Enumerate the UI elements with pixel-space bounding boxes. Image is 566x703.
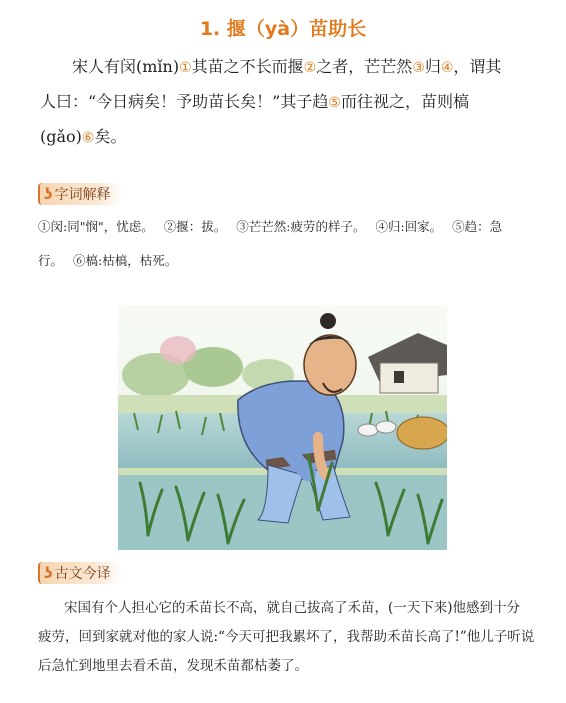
note-marker: ② [303, 60, 317, 76]
section-badge [38, 562, 123, 584]
text-segment: ，谓其 [453, 57, 502, 76]
text-segment: 之者，芒芒然 [316, 57, 413, 76]
title-pinyin: （yà） [245, 18, 310, 40]
section-badge [38, 183, 123, 205]
text-line-2 [40, 85, 536, 120]
straw-bundle [397, 417, 447, 449]
note-item: ③芒芒然:疲劳的样子。 [236, 219, 366, 234]
translation-line-1: 宋国有个人担心它的禾苗长不高，就自己拔高了禾苗，(一天下来)他感到十分 [64, 600, 521, 616]
section-header-vocabulary [38, 183, 123, 205]
note-marker: ⑤ [328, 95, 341, 111]
note-item: 行。 [38, 253, 64, 268]
note-marker: ④ [440, 60, 454, 76]
notes-line-2 [38, 244, 538, 278]
modern-translation [38, 594, 538, 681]
translation-line-2: 疲劳，回到家就对他的家人说:“今天可把我累坏了，我帮助禾苗长高了!”他儿子听说 [38, 629, 535, 645]
farmer-pulling-seedlings-illustration [118, 305, 447, 550]
text-segment: 其苗之不长而揠 [191, 57, 304, 76]
note-item: ⑥槁:枯槁，枯死。 [73, 253, 178, 268]
section-header-translation [38, 562, 123, 584]
translation-line-3: 后急忙到地里去看禾苗，发现禾苗都枯萎了。 [38, 658, 308, 674]
note-item: ①闵:同"悯"，忧虑。 [38, 219, 154, 234]
text-segment: (gǎo) [40, 127, 82, 146]
section-hook-icon: ʖ [44, 564, 53, 582]
classical-text [40, 50, 536, 155]
text-line-3 [40, 120, 536, 155]
title-number: 1. [199, 18, 221, 40]
note-marker: ③ [412, 60, 425, 76]
note-item: ④归:回家。 [375, 219, 443, 234]
text-segment: 归 [424, 57, 441, 76]
text-segment: 人曰：“今日病矣！予助苗长矣！”其子趋 [40, 92, 329, 111]
text-line-1 [40, 50, 536, 85]
section-label: 字词解释 [54, 187, 111, 203]
vocabulary-notes [38, 210, 538, 278]
note-item: ②揠：拔。 [163, 219, 227, 234]
note-marker: ⑥ [81, 130, 95, 146]
note-item: ⑤趋：急 [452, 219, 503, 234]
lesson-title [0, 14, 566, 41]
text-segment: 宋人有闵(mǐn) [72, 57, 180, 76]
text-segment: 而往视之，苗则槁 [340, 92, 469, 111]
section-hook-icon: ʖ [44, 185, 53, 203]
notes-line-1 [38, 210, 538, 244]
title-word: 揠 [226, 18, 246, 40]
section-label: 古文今译 [54, 566, 111, 582]
text-segment: 矣。 [94, 127, 127, 146]
note-marker: ① [179, 60, 192, 76]
title-rest: 苗助长 [309, 18, 367, 40]
